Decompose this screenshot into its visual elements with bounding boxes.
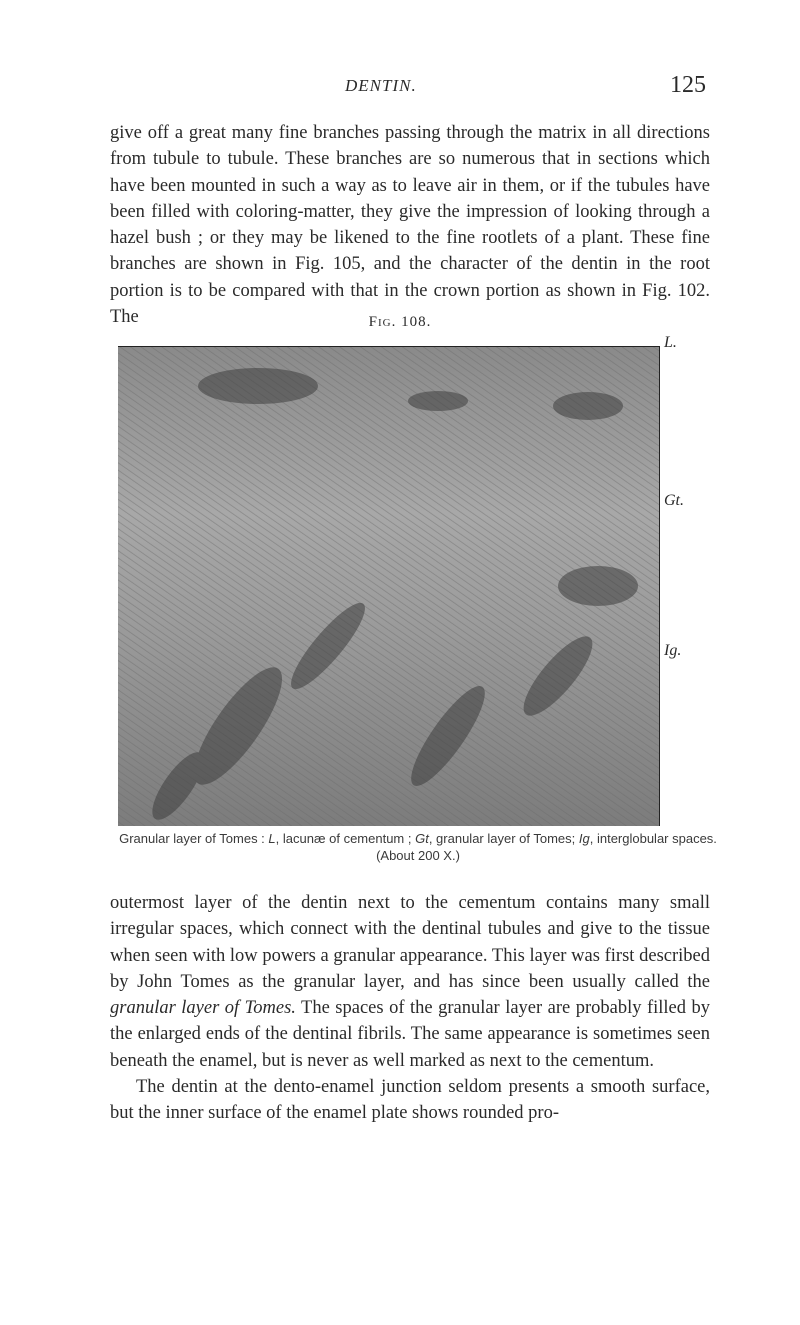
caption-text: , granular layer of Tomes;: [428, 831, 579, 846]
paragraph-granular-layer: [110, 890, 710, 1074]
running-title: DENTIN.: [345, 76, 417, 95]
label-Ig: Ig.: [664, 642, 682, 659]
paragraph-dento-enamel: The dentin at the dento-enamel junction seldom presents a smooth surface, but the inner surface of the enamel plate shows rounded pro-: [110, 1077, 710, 1124]
caption-italic-Ig: Ig: [578, 831, 590, 846]
label-Gt: Gt.: [664, 492, 684, 509]
figure-title: Fig. 108.: [368, 314, 432, 330]
caption-text: , lacunæ of cementum ;: [275, 831, 416, 846]
paragraph-text: The spaces of the granular layer are probably filled by the enlarged ends of the dentinal fibrils. The same appearance is sometimes seen beneath the enamel, but is never as well marked as next to the cementum.: [110, 998, 711, 1071]
page-number: 125: [670, 72, 706, 98]
paragraph-top: give off a great many fine branches passing through the matrix in all directions from tubule to tubule. These branches are so numerous that in sections which have been mounted in such a way as to leave air in them, or if the tubules have been filled with coloring-matter, they give the impression of looking through a hazel bush ; or they may be likened to the fine rootlets of a plant. These fine branches are shown in Fig. 105, and the character of the dentin in the root portion is to be compared with that in the crown portion as shown in Fig. 102. The: [110, 123, 710, 328]
caption-italic-L: L: [268, 831, 276, 846]
paragraph-italic-term: granular layer of Tomes.: [110, 998, 296, 1019]
paragraph-text: outermost layer of the dentin next to the cementum contains many small irregular spaces, which connect with the dentinal tubules and give to the tissue when seen with low powers a granular appearance. This layer was first described by John Tomes as the granular layer, and has since been usually called the: [110, 893, 710, 992]
caption-text: Granular layer of Tomes :: [119, 831, 269, 846]
micrograph-image: [118, 346, 660, 826]
figure-caption: [118, 830, 718, 864]
caption-text: , interglobular spaces. (About 200 X.): [376, 831, 717, 863]
label-L: L.: [664, 334, 677, 351]
micrograph-figure: [118, 334, 684, 884]
caption-italic-Gt: Gt: [415, 831, 429, 846]
page-header: [0, 72, 800, 102]
